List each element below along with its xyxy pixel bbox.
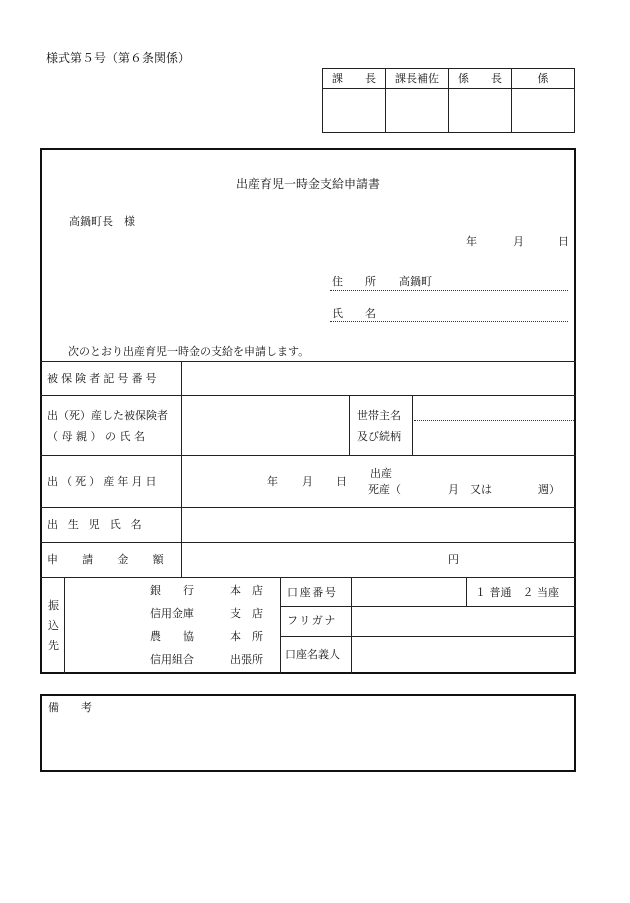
insured-number-label: 被保険者記号番号 — [47, 372, 160, 385]
child-name-field[interactable] — [182, 508, 574, 542]
birth-label: 出産 — [370, 467, 392, 480]
credit-union-option: 信用金庫 — [150, 607, 194, 620]
head-office2-option: 本 所 — [230, 630, 263, 643]
account-holder-label: 口座名義人 — [285, 648, 340, 661]
birth-date-label: 出（死）産年月日 — [47, 475, 160, 488]
remarks-field[interactable] — [48, 718, 568, 766]
bank-option: 銀 行 — [150, 584, 194, 597]
account-number-field[interactable] — [352, 578, 465, 606]
birth-date-year: 年 — [267, 475, 278, 488]
address-label: 住 所 — [332, 275, 376, 288]
remarks-label: 備 考 — [48, 701, 92, 714]
date-day: 日 — [558, 235, 569, 248]
furigana-label: フリガナ — [287, 614, 338, 627]
account-type: １ 普通 ２ 当座 — [475, 586, 559, 599]
name-label: 氏 名 — [332, 307, 376, 320]
transfer-label-1: 振 — [48, 599, 59, 612]
stillbirth-label: 死産（ — [368, 483, 401, 496]
statement: 次のとおり出産育児一時金の支給を申請します。 — [68, 345, 310, 358]
agri-coop-option: 農 協 — [150, 630, 194, 643]
form-number: 様式第５号（第６条関係） — [46, 51, 191, 65]
household-head-label-line1: 世帯主名 — [357, 409, 401, 422]
mother-name-label-line2: （ 母 親 ） の 氏 名 — [47, 430, 145, 443]
household-head-field[interactable] — [414, 420, 574, 421]
address-line[interactable] — [330, 290, 568, 291]
approval-header-section-chief: 課 長 — [332, 72, 376, 85]
furigana-field[interactable] — [352, 607, 574, 636]
head-office-option: 本 店 — [230, 584, 263, 597]
credit-coop-option: 信用組合 — [150, 653, 194, 666]
sub-office-option: 出張所 — [230, 653, 263, 666]
weeks-label: 週） — [538, 483, 560, 496]
child-name-label: 出生児氏名 — [47, 518, 152, 531]
approval-header-deputy-chief: 課長補佐 — [395, 72, 439, 85]
yen-label: 円 — [448, 553, 459, 566]
addressee: 高鍋町長 様 — [69, 215, 135, 228]
address-value[interactable]: 高鍋町 — [399, 275, 432, 288]
household-head-label-line2: 及び続柄 — [357, 430, 401, 443]
form-title: 出産育児一時金支給申請書 — [235, 177, 380, 191]
transfer-label-3: 先 — [48, 639, 59, 652]
date-year: 年 — [466, 235, 477, 248]
approval-header-staff: 係 — [537, 72, 549, 85]
mother-name-label-line1: 出（死）産した被保険者 — [47, 409, 168, 422]
approval-header-unit-chief: 係 長 — [458, 72, 502, 85]
insured-number-field[interactable] — [182, 362, 574, 395]
date-month: 月 — [513, 235, 524, 248]
birth-date-day: 日 — [336, 475, 347, 488]
name-line[interactable] — [330, 321, 568, 322]
transfer-label-2: 込 — [48, 619, 59, 632]
amount-label: 申請金額 — [47, 553, 188, 566]
birth-date-month: 月 — [302, 475, 313, 488]
account-number-label: 口座番号 — [287, 586, 338, 599]
amount-field[interactable] — [182, 543, 442, 577]
mother-name-field[interactable] — [182, 396, 348, 455]
branch-option: 支 店 — [230, 607, 263, 620]
account-holder-field[interactable] — [352, 637, 574, 672]
month-or-label: 月 又は — [448, 483, 492, 496]
